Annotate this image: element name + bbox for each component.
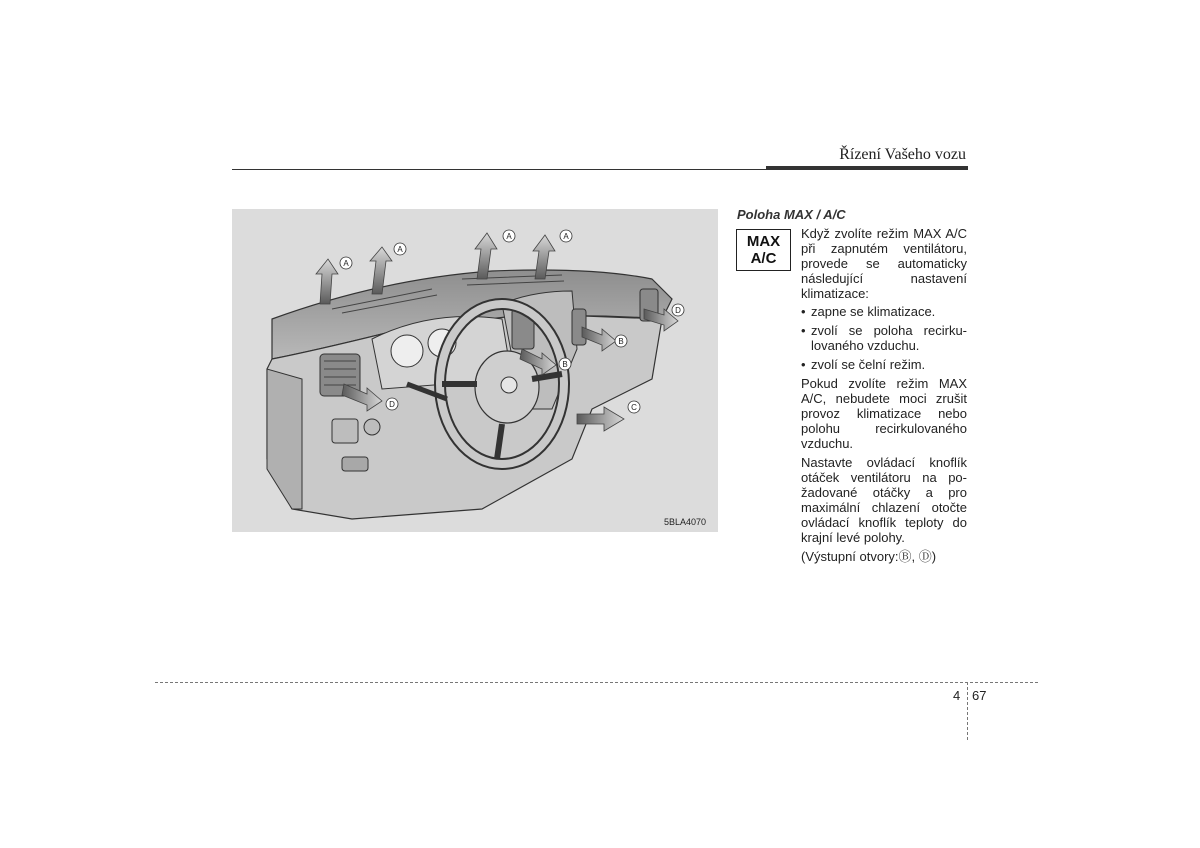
page-number: 67 [972,688,987,703]
dashboard-drawing [232,209,718,532]
label-d-1: D [389,400,395,409]
illustration-code: 5BLA4070 [664,517,707,527]
label-a-2: A [397,245,403,254]
dashboard-illustration [232,209,718,532]
footer-divider [967,682,968,740]
section-title: Poloha MAX / A/C [737,207,846,222]
footer-rule [155,682,1038,683]
list-item: • zvolí se čelní režim. [801,357,967,372]
label-b-1: B [618,337,624,346]
label-c: C [631,403,637,412]
list-item: • zapne se klimatizace. [801,304,967,319]
list-item: • zvolí se poloha recirku-lovaného vzduchu. [801,323,967,353]
running-header: Řízení Vašeho vozu [839,146,966,163]
settings-list [801,304,967,372]
header-rule-thick [766,166,968,170]
label-a-4: A [563,232,569,241]
chapter-number: 4 [953,688,961,703]
label-a-1: A [343,259,349,268]
max-ac-button-icon [736,229,791,271]
label-a-3: A [506,232,512,241]
body-text [801,226,967,564]
max-ac-line2: A/C [750,250,777,267]
label-d-2: D [675,306,681,315]
paragraph-fan-instruction: Nastavte ovládací knoflík otáček ventilátoru na po-žadované otáčky a pro maximální chlazení otočte ovládací knoflík teploty do krajní levé polohy. [801,455,967,545]
max-ac-line1: MAX [746,233,781,250]
paragraph-cancel-note: Pokud zvolíte režim MAX A/C, nebudete moci zrušit provoz klimatizace nebo polohu recirkulovaného vzduchu. [801,376,967,451]
intro-paragraph: Když zvolíte režim MAX A/C při zapnutém ventilátoru, provede se automaticky následující nastavení klimatizace: [801,226,967,301]
outlets-note: (Výstupní otvory:Ⓑ, Ⓓ) [801,549,937,564]
label-b-2: B [562,360,568,369]
